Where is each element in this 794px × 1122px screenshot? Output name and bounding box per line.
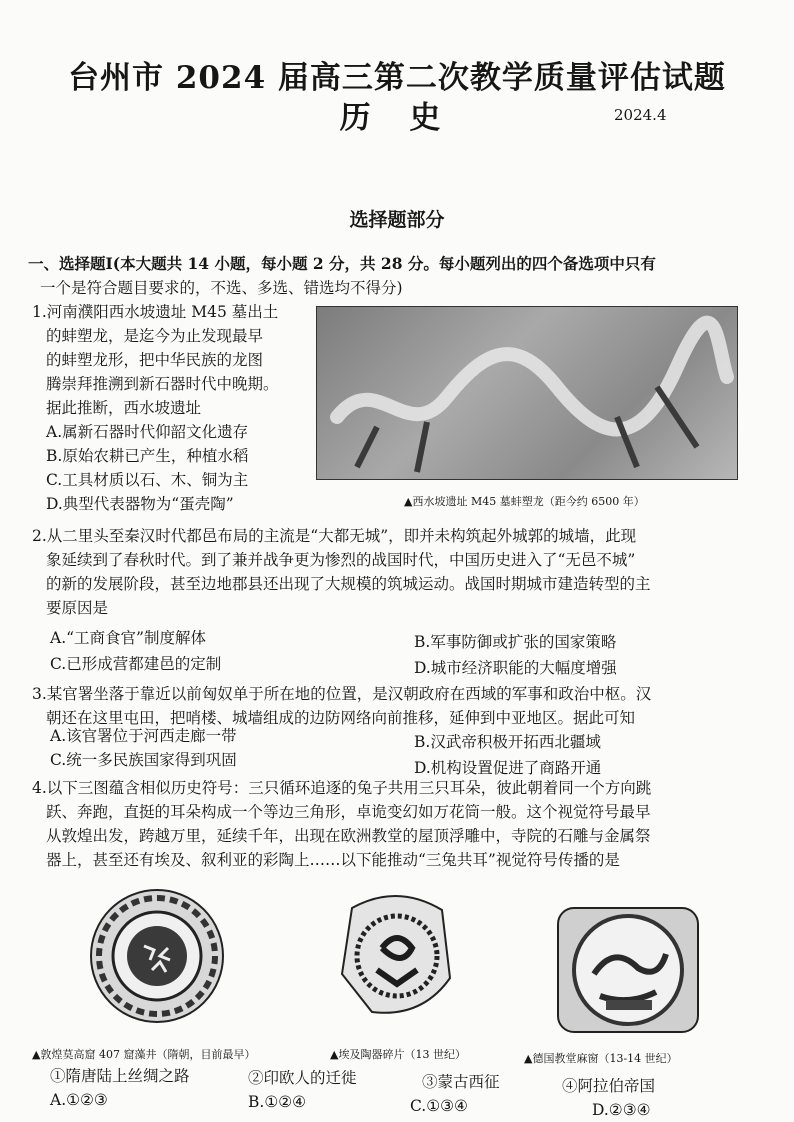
question-3 <box>32 682 651 730</box>
subject-title: 历 史 <box>339 100 455 136</box>
q3-line: 朝还在这里屯田，把哨楼、城墙组成的边防网络向前推移，延伸到中亚地区。据此可知 <box>46 709 636 727</box>
q1-option-c: C.工具材质以石、木、铜为主 <box>46 471 249 489</box>
german-church-window-figure <box>554 904 704 1034</box>
instructions-line-2: 一个是符合题目要求的，不选、多选、错选均不得分) <box>40 279 403 297</box>
q3-option-c: C.统一多民族国家得到巩固 <box>50 751 237 769</box>
q4-item-1: ①隋唐陆上丝绸之路 <box>50 1067 190 1085</box>
q2-option-c: C.已形成营都建邑的定制 <box>50 655 222 673</box>
q4-line: 从敦煌出发，跨越万里，延续千年，出现在欧洲教堂的屋顶浮雕中，寺院的石雕与金属祭 <box>46 827 651 845</box>
question-4 <box>32 776 651 872</box>
exam-date: 2024.4 <box>614 106 667 124</box>
q1-option-d: D.典型代表器物为“蛋壳陶” <box>46 495 234 513</box>
dragon-photo-caption: ▲西水坡遗址 M45 墓蚌塑龙（距今约 6500 年） <box>404 495 645 508</box>
q2-line: 象延续到了春秋时代。到了兼并战争更为惨烈的战国时代，中国历史进入了“无邑不城” <box>46 551 636 569</box>
q4-item-4: ④阿拉伯帝国 <box>562 1077 656 1095</box>
q4-option-d: D.②③④ <box>592 1101 651 1119</box>
dragon-photo <box>316 306 738 480</box>
q4-option-c: C.①③④ <box>410 1097 468 1115</box>
figure-3-caption: ▲德国教堂麻窗（13-14 世纪） <box>524 1052 678 1065</box>
q1-line: 据此推断，西水坡遗址 <box>46 399 202 417</box>
instructions-line-1: 一、选择题Ⅰ(本大题共 14 小题，每小题 2 分，共 28 分。每小题列出的四个备选项中只有 <box>28 254 656 273</box>
q1-line: 腾崇拜推溯到新石器时代中晚期。 <box>46 375 279 393</box>
q1-option-a: A.属新石器时代仰韶文化遗存 <box>46 423 249 441</box>
q4-line: 跃、奔跑，直挺的耳朵构成一个等边三角形，卓诡变幻如万花筒一般。这个视觉符号最早 <box>46 803 651 821</box>
exam-title: 台州市 2024 届高三第二次教学质量评估试题 <box>68 60 726 96</box>
q4-item-3: ③蒙古西征 <box>422 1073 500 1091</box>
egyptian-pottery-figure <box>332 888 482 1018</box>
q2-option-d: D.城市经济职能的大幅度增强 <box>414 659 617 677</box>
q1-option-b: B.原始农耕已产生，种植水稻 <box>46 447 249 465</box>
q2-option-b: B.军事防御或扩张的国家策略 <box>414 633 617 651</box>
q4-line: 4.以下三图蕴含相似历史符号：三只循环追逐的兔子共用三只耳朵，彼此朝着同一个方向跳 <box>32 779 652 797</box>
section-title: 选择题部分 <box>349 209 445 231</box>
q4-line: 器上，甚至还有埃及、叙利亚的彩陶上……以下能推动“三兔共耳”视觉符号传播的是 <box>46 851 620 869</box>
figure-2-caption: ▲埃及陶器碎片（13 世纪） <box>330 1048 466 1061</box>
q3-option-a: A.该官署位于河西走廊一带 <box>50 727 237 745</box>
question-2 <box>32 524 651 620</box>
q4-item-2: ②印欧人的迁徙 <box>248 1069 357 1087</box>
q3-line: 3.某官署坐落于靠近以前匈奴单于所在地的位置，是汉朝政府在西域的军事和政治中枢。汉 <box>32 685 652 703</box>
q2-option-a: A.“工商食官”制度解体 <box>50 629 206 647</box>
q2-line: 的新的发展阶段，甚至边地郡县还出现了大规模的筑城运动。战国时期城市建造转型的主 <box>46 575 651 593</box>
q2-line: 2.从二里头至秦汉时代都邑布局的主流是“大都无城”，即并未构筑起外城郭的城墙，此现 <box>32 527 637 545</box>
figure-1-caption: ▲敦煌莫高窟 407 窟藻井（隋朝，目前最早） <box>32 1048 256 1061</box>
q4-option-b: B.①②④ <box>248 1093 307 1111</box>
q2-line: 要原因是 <box>46 599 109 617</box>
q4-option-a: A.①②③ <box>50 1091 108 1109</box>
q1-line: 的蚌塑龙形，把中华民族的龙图 <box>46 351 264 369</box>
q3-option-b: B.汉武帝积极开拓西北疆域 <box>414 733 601 751</box>
q1-line: 1.河南濮阳西水坡遗址 M45 墓出土 <box>32 303 279 321</box>
question-1 <box>32 300 279 516</box>
q3-option-d: D.机构设置促进了商路开通 <box>414 759 602 777</box>
dunhuang-caisson-figure <box>82 886 232 1016</box>
q1-line: 的蚌塑龙，是迄今为止发现最早 <box>46 327 264 345</box>
